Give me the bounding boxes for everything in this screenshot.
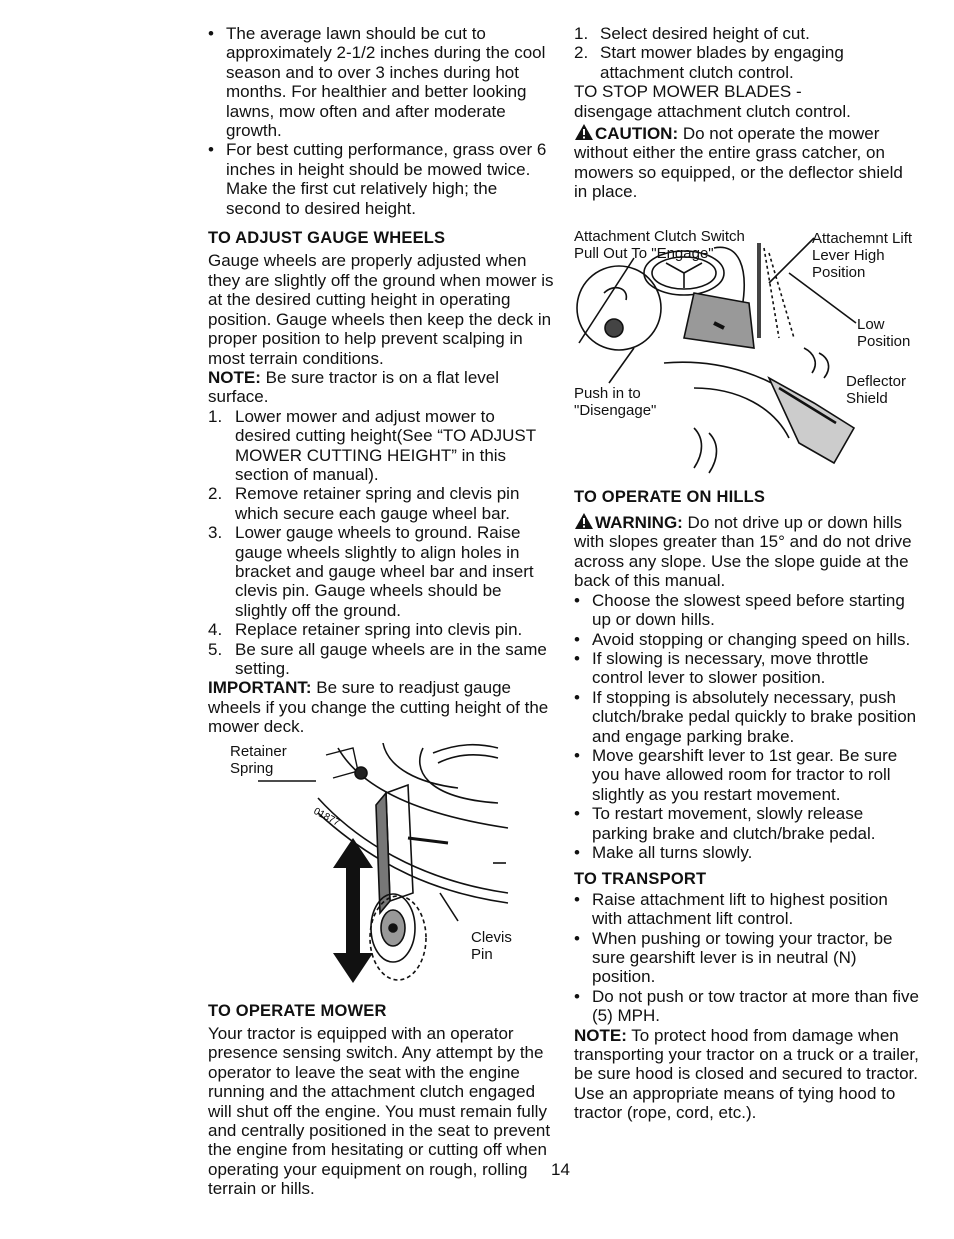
- list-item: • For best cutting performance, grass over 6 inches in height should be mowed twice. Make the first cut relatively high; the second to desired height.: [208, 140, 547, 218]
- label-deflector-shield: Deflector Shield: [846, 372, 907, 407]
- caution-text: CAUTION: Do not operate the mower without either the entire grass catcher, on mowers so equipped, or the deflector shield in place.: [574, 124, 903, 202]
- section-heading-gauge: TO ADJUST GAUGE WHEELS: [208, 229, 446, 248]
- left-column: [208, 24, 554, 1199]
- label-retainer-spring: Retainer Spring: [230, 742, 287, 777]
- list-item: • To restart movement, slowly release parking brake and clutch/brake pedal.: [574, 804, 876, 843]
- stop-text: disengage attachment clutch control.: [574, 101, 851, 121]
- section-heading-transport: TO TRANSPORT: [574, 870, 707, 889]
- page-number: 14: [551, 1160, 570, 1179]
- label-clevis-pin: Clevis Pin: [471, 928, 512, 963]
- list-item: • If stopping is absolutely necessary, push clutch/brake pedal quickly to brake position and engage parking brake.: [574, 687, 917, 746]
- operate-text: Your tractor is equipped with an operator presence sensing switch. Any attempt by the operator to leave the seat with the engine running and the attachment clutch engaged will shut off the engine. You must remain fully and centrally positioned in the seat to prevent the engine from hesitating or cutting off when operating your equipment on rough, rolling terrain or hills.: [208, 1024, 551, 1199]
- list-item: • Move gearshift lever to 1st gear. Be sure you have allowed room for tractor to roll slightly as you restart movement.: [574, 745, 898, 804]
- list-item: 2. Remove retainer spring and clevis pin which secure each gauge wheel bar.: [208, 484, 520, 523]
- list-item: 1. Select desired height of cut.: [574, 24, 810, 43]
- list-item: 1. Lower mower and adjust mower to desired cutting height(See “TO ADJUST MOWER CUTTING HEIGHT” in this section of manual).: [208, 406, 536, 484]
- gauge-important: IMPORTANT: Be sure to readjust gauge wheels if you change the cutting height of the mower deck.: [208, 678, 549, 737]
- section-heading-operate: TO OPERATE MOWER: [208, 1001, 387, 1020]
- gauge-intro: Gauge wheels are properly adjusted when they are slightly off the ground when mower is at the desired cutting height in operating position. Gauge wheels then keep the deck in proper position to help prevent scalping in most terrain conditions.: [208, 251, 554, 368]
- gauge-wheel-figure: [208, 743, 554, 998]
- list-item: • Raise attachment lift to highest position with attachment lift control.: [574, 889, 888, 929]
- transport-note: NOTE: To protect hood from damage when transporting your tractor on a truck or a trailer, be sure hood is closed and secured to tractor. Use an appropriate means of tying hood to tractor (rope, cord, etc.).: [574, 1025, 919, 1123]
- warning-triangle-icon: [574, 512, 594, 530]
- list-item: • If slowing is necessary, move throttle control lever to slower position.: [574, 648, 869, 688]
- list-item: 4. Replace retainer spring into clevis pin.: [208, 620, 523, 640]
- list-item: • Do not push or tow tractor at more than five (5) MPH.: [574, 986, 919, 1026]
- clutch-lever-figure: [574, 228, 919, 486]
- part-number: 01877: [311, 805, 342, 829]
- label-push-disengage: Push in to "Disengage": [574, 384, 657, 419]
- label-low-position: Low Position: [857, 315, 911, 350]
- label-clutch-switch: Attachment Clutch Switch Pull Out To "Engage": [574, 227, 745, 262]
- list-item: • Avoid stopping or changing speed on hills.: [574, 629, 911, 649]
- warning-triangle-icon: [574, 123, 594, 141]
- hills-warning: WARNING: Do not drive up or down hills with slopes greater than 15° and do not drive across any slope. Use the slope guide at the back of this manual.: [574, 513, 912, 591]
- gauge-note: NOTE: Be sure tractor is on a flat level surface.: [208, 367, 499, 407]
- list-item: 3. Lower gauge wheels to ground. Raise gauge wheels slightly to align holes in bracket and gauge wheel bar and insert clevis pin. Gauge wheels should be slightly off the ground.: [208, 523, 534, 620]
- list-item: • Choose the slowest speed before starting up or down hills.: [574, 590, 905, 630]
- list-item: • The average lawn should be cut to approximately 2-1/2 inches during the cool season and to over 3 inches during hot months. For healthier and better looking lawns, mow often and after moderate growth.: [208, 24, 546, 141]
- list-item: • When pushing or towing your tractor, be sure gearshift lever is in neutral (N) position.: [574, 928, 893, 987]
- label-lift-lever: Attachemnt Lift Lever High Position: [812, 229, 913, 281]
- right-column: [574, 24, 919, 1123]
- list-item: 2. Start mower blades by engaging attachment clutch control.: [574, 43, 844, 82]
- stop-heading: TO STOP MOWER BLADES -: [574, 82, 802, 102]
- list-item: 5. Be sure all gauge wheels are in the same setting.: [208, 639, 547, 678]
- list-item: • Make all turns slowly.: [574, 842, 753, 862]
- section-heading-hills: TO OPERATE ON HILLS: [574, 487, 766, 506]
